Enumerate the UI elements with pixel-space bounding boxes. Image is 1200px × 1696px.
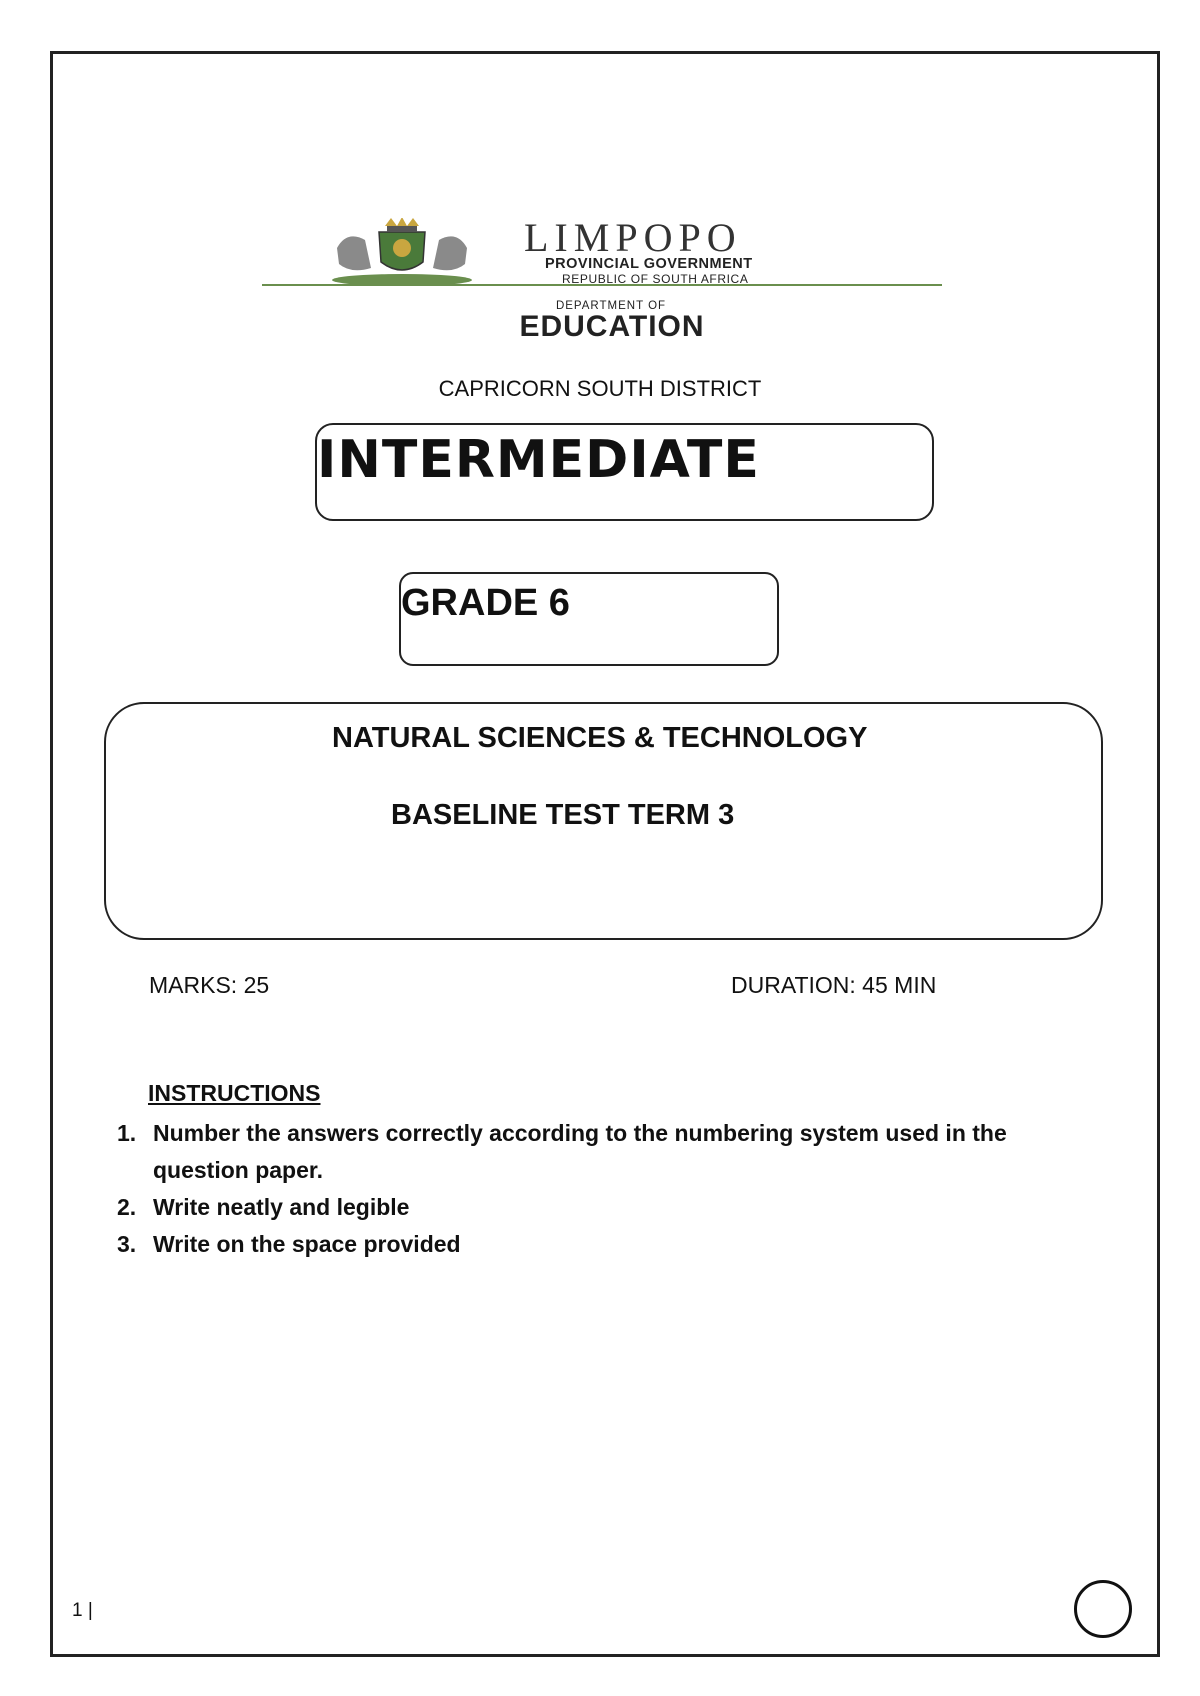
test-title: BASELINE TEST TERM 3	[391, 799, 735, 831]
page-number: 1 |	[72, 1600, 93, 1621]
phase-box	[315, 423, 934, 521]
logo-provincial-government: PROVINCIAL GOVERNMENT	[545, 256, 753, 272]
duration-label: DURATION: 45 MIN	[731, 972, 937, 998]
instruction-number: 1.	[117, 1120, 137, 1146]
logo-republic: REPUBLIC OF SOUTH AFRICA	[562, 272, 749, 286]
instruction-text: Write neatly and legible	[153, 1194, 410, 1220]
instructions-heading: INSTRUCTIONS	[148, 1080, 321, 1106]
instruction-number: 2.	[117, 1194, 137, 1220]
instruction-item	[110, 1115, 1060, 1189]
page-circle	[1074, 1580, 1132, 1638]
instruction-item	[110, 1189, 1060, 1226]
instruction-number: 3.	[117, 1231, 137, 1257]
subject-title: NATURAL SCIENCES & TECHNOLOGY	[332, 722, 868, 754]
district-name: CAPRICORN SOUTH DISTRICT	[438, 376, 762, 401]
instructions-list	[110, 1115, 1060, 1263]
phase-label: INTERMEDIATE	[317, 430, 760, 490]
coat-of-arms-icon	[327, 218, 477, 288]
limpopo-education-logo	[262, 212, 942, 342]
marks-label: MARKS: 25	[149, 972, 270, 998]
logo-department-of: DEPARTMENT OF	[555, 300, 667, 312]
logo-divider	[262, 282, 942, 288]
subject-box	[104, 702, 1103, 940]
logo-title: LIMPOPO	[524, 215, 742, 260]
instruction-item	[110, 1226, 1060, 1263]
instruction-text: Write on the space provided	[153, 1231, 461, 1257]
instruction-text: Number the answers correctly according to the numbering system used in the question paper.	[153, 1120, 1007, 1183]
logo-education: EDUCATION	[519, 310, 705, 343]
grade-box	[399, 572, 779, 666]
grade-label: GRADE 6	[401, 582, 570, 624]
